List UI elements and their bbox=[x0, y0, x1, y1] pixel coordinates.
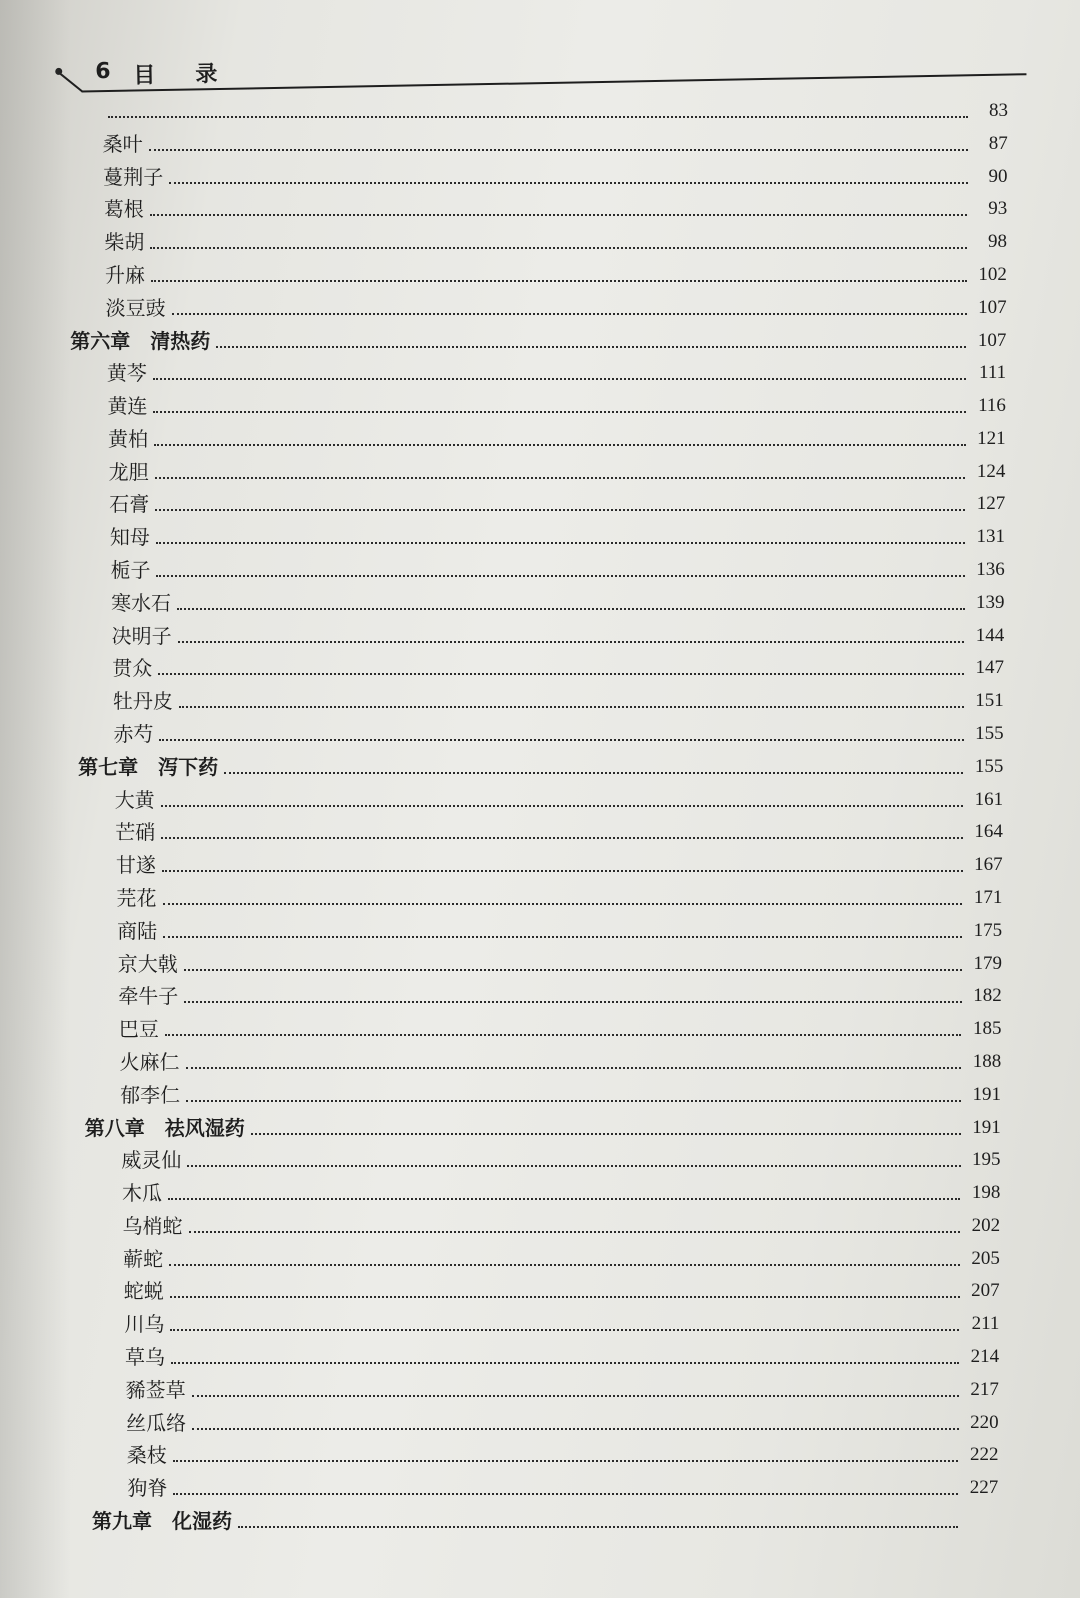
toc-entry-row bbox=[123, 1243, 1000, 1273]
toc-entry-row bbox=[112, 652, 1004, 682]
entry-title: 京大戟 bbox=[117, 951, 178, 976]
toc-entry-row bbox=[107, 390, 1005, 420]
toc-entry-row bbox=[120, 1079, 1001, 1109]
entry-page-number: 116 bbox=[978, 395, 1006, 417]
toc-entry-row bbox=[112, 620, 1005, 650]
entry-title: 寒水石 bbox=[111, 590, 172, 615]
entry-title: 郁李仁 bbox=[120, 1082, 181, 1107]
entry-page-number: 107 bbox=[977, 329, 1007, 351]
entry-title: 草乌 bbox=[124, 1345, 165, 1370]
toc-entry-row bbox=[115, 784, 1003, 814]
dot-leader bbox=[153, 378, 966, 380]
entry-title: 芒硝 bbox=[115, 820, 156, 845]
entry-title: 石膏 bbox=[109, 492, 150, 517]
dot-leader bbox=[165, 1034, 962, 1036]
entry-title: 知母 bbox=[109, 525, 150, 550]
entry-page-number: 217 bbox=[970, 1378, 999, 1400]
toc-entry-row bbox=[103, 161, 1007, 191]
entry-title: 乌梢蛇 bbox=[122, 1213, 183, 1238]
dot-leader bbox=[224, 772, 963, 774]
entry-title: 蛇蜕 bbox=[123, 1279, 164, 1304]
toc-entry-row bbox=[123, 1210, 1001, 1240]
entry-title: 牵牛子 bbox=[118, 984, 179, 1009]
dot-leader bbox=[150, 247, 967, 249]
dot-leader bbox=[156, 575, 964, 577]
entry-page-number: 121 bbox=[977, 427, 1006, 449]
entry-page-number: 155 bbox=[975, 723, 1004, 745]
toc-entry-row bbox=[111, 587, 1004, 617]
entry-page-number: 131 bbox=[976, 526, 1005, 548]
entry-page-number: 220 bbox=[970, 1411, 999, 1433]
entry-title: 巴豆 bbox=[118, 1017, 159, 1042]
entry-page-number: 127 bbox=[976, 493, 1006, 515]
entry-page-number: 102 bbox=[978, 263, 1007, 285]
entry-page-number: 195 bbox=[972, 1149, 1001, 1171]
entry-title: 威灵仙 bbox=[121, 1148, 182, 1173]
entry-page-number: 175 bbox=[973, 919, 1003, 941]
toc-entry-row bbox=[109, 488, 1005, 518]
entry-page-number: 211 bbox=[971, 1313, 1000, 1335]
toc-entry-row bbox=[109, 456, 1006, 486]
dot-leader bbox=[169, 182, 967, 184]
toc-entry-row bbox=[103, 128, 1008, 158]
toc-entry-row bbox=[127, 1472, 998, 1502]
toc-entry-row bbox=[113, 685, 1004, 715]
entry-page-number: 171 bbox=[973, 886, 1003, 908]
entry-page-number: 90 bbox=[988, 165, 1008, 187]
dot-leader bbox=[171, 1362, 959, 1364]
toc-entry-row bbox=[124, 1308, 999, 1338]
entry-page-number: 87 bbox=[988, 132, 1008, 154]
dot-leader bbox=[192, 1395, 959, 1397]
dot-leader bbox=[186, 1100, 961, 1102]
entry-title: 黄连 bbox=[107, 394, 148, 419]
entry-page-number: 147 bbox=[975, 657, 1005, 679]
toc-entry-row bbox=[126, 1374, 999, 1404]
toc-entry-row bbox=[118, 948, 1002, 978]
entry-page-number: 188 bbox=[972, 1050, 1002, 1072]
dot-leader bbox=[186, 1067, 962, 1069]
dot-leader bbox=[173, 1460, 959, 1462]
dot-leader bbox=[159, 739, 963, 741]
entry-page-number: 164 bbox=[974, 821, 1003, 843]
entry-title: 大黄 bbox=[114, 787, 155, 812]
entry-title: 龙胆 bbox=[108, 459, 149, 484]
entry-title: 川乌 bbox=[124, 1312, 165, 1337]
entry-page-number: 198 bbox=[971, 1182, 1001, 1204]
entry-page-number: 111 bbox=[979, 362, 1007, 384]
entry-page-number: 98 bbox=[988, 231, 1008, 253]
toc-entry-row bbox=[113, 718, 1003, 748]
toc-entry-row bbox=[117, 915, 1002, 945]
dot-leader bbox=[168, 1198, 960, 1200]
toc-entry-row bbox=[110, 554, 1004, 584]
entry-page-number: 155 bbox=[974, 755, 1004, 777]
entry-page-number: 136 bbox=[976, 559, 1005, 581]
entry-page-number: 205 bbox=[971, 1247, 1000, 1269]
toc-entry-row bbox=[126, 1407, 999, 1437]
dot-leader bbox=[177, 608, 964, 610]
chapter-title: 第九章 化湿药 bbox=[92, 1509, 232, 1533]
entry-title: 火麻仁 bbox=[119, 1049, 180, 1074]
dot-leader bbox=[189, 1231, 961, 1233]
dot-leader bbox=[161, 837, 963, 839]
entry-title: 赤芍 bbox=[113, 722, 154, 747]
dot-leader bbox=[216, 346, 966, 348]
dot-leader bbox=[178, 641, 965, 643]
entry-page-number: 144 bbox=[975, 624, 1005, 646]
entry-page-number: 191 bbox=[972, 1083, 1001, 1105]
dot-leader bbox=[170, 1296, 960, 1298]
toc-entry-row bbox=[102, 95, 1008, 125]
dot-leader bbox=[184, 969, 962, 971]
toc-entry-row bbox=[105, 259, 1007, 289]
entry-title: 葛根 bbox=[103, 197, 144, 222]
entry-title: 豨莶草 bbox=[125, 1377, 186, 1402]
toc-entry-row bbox=[124, 1275, 1000, 1305]
entry-page-number: 83 bbox=[989, 100, 1008, 121]
entry-title: 商陆 bbox=[117, 918, 158, 943]
entry-title: 决明子 bbox=[111, 623, 172, 648]
entry-page-number: 139 bbox=[976, 591, 1005, 613]
toc-entry-row bbox=[115, 816, 1003, 846]
dot-leader bbox=[170, 1329, 959, 1331]
entry-page-number: 191 bbox=[972, 1116, 1001, 1138]
dot-leader bbox=[150, 214, 967, 216]
entry-page-number: 222 bbox=[969, 1444, 999, 1466]
entry-page-number: 179 bbox=[973, 952, 1002, 974]
dot-leader bbox=[162, 870, 963, 872]
dot-leader bbox=[155, 477, 966, 479]
dot-leader bbox=[156, 542, 965, 544]
dot-leader bbox=[163, 936, 962, 938]
toc-chapter-row bbox=[78, 751, 1003, 781]
entry-page-number: 151 bbox=[975, 690, 1004, 712]
dot-leader bbox=[192, 1428, 959, 1430]
entry-page-number: 214 bbox=[970, 1346, 1000, 1368]
dot-leader bbox=[238, 1526, 958, 1528]
dot-leader bbox=[251, 1133, 961, 1135]
dot-leader bbox=[187, 1165, 960, 1167]
toc-entry-row bbox=[127, 1439, 999, 1469]
entry-page-number: 227 bbox=[969, 1477, 999, 1499]
chapter-title: 第六章 清热药 bbox=[70, 328, 211, 353]
entry-title: 桑枝 bbox=[126, 1443, 167, 1468]
toc-entry-row bbox=[125, 1341, 999, 1371]
entry-page-number: 93 bbox=[988, 198, 1008, 220]
entry-page-number: 161 bbox=[974, 788, 1004, 810]
entry-title: 桑叶 bbox=[102, 131, 143, 156]
entry-title: 木瓜 bbox=[121, 1181, 162, 1206]
entry-page-number: 124 bbox=[976, 460, 1006, 482]
entry-page-number: 182 bbox=[973, 985, 1002, 1007]
dot-leader bbox=[158, 673, 964, 675]
entry-title: 甘遂 bbox=[115, 853, 156, 878]
toc-entry-row bbox=[104, 226, 1007, 256]
toc-entry-row bbox=[121, 1144, 1000, 1174]
dot-leader bbox=[154, 444, 966, 446]
entry-title: 淡豆豉 bbox=[105, 295, 166, 320]
toc-entry-row bbox=[122, 1177, 1000, 1207]
dot-leader bbox=[155, 509, 965, 511]
dot-leader bbox=[163, 903, 963, 905]
entry-title: 芫花 bbox=[116, 885, 157, 910]
toc-entry-row bbox=[119, 1013, 1002, 1043]
toc-entry-row bbox=[118, 980, 1001, 1010]
dot-leader bbox=[161, 805, 963, 807]
toc-chapter-row bbox=[85, 1112, 1001, 1142]
toc-chapter-row bbox=[70, 325, 1006, 355]
entry-title: 黄柏 bbox=[108, 426, 149, 451]
toc-entry-row bbox=[117, 882, 1003, 912]
entry-page-number: 185 bbox=[972, 1018, 1002, 1040]
entry-title: 栀子 bbox=[110, 558, 151, 583]
dot-leader bbox=[151, 280, 967, 282]
dot-leader bbox=[169, 1264, 960, 1266]
entry-title: 牡丹皮 bbox=[112, 689, 173, 714]
toc-entry-row bbox=[116, 849, 1003, 879]
dot-leader bbox=[172, 313, 967, 315]
entry-title: 升麻 bbox=[105, 262, 146, 287]
toc-chapter-row bbox=[92, 1505, 998, 1535]
entry-page-number: 202 bbox=[971, 1214, 1001, 1236]
header-page-number: 6 bbox=[95, 58, 111, 85]
entry-page-number: 107 bbox=[978, 296, 1007, 318]
dot-leader bbox=[153, 411, 965, 413]
entry-title: 蔓荆子 bbox=[103, 164, 164, 189]
toc-entry-row bbox=[106, 292, 1007, 322]
toc-entry-row bbox=[104, 193, 1007, 223]
entry-title: 柴胡 bbox=[104, 230, 145, 255]
chapter-title: 第七章 泻下药 bbox=[78, 754, 219, 779]
dot-leader bbox=[108, 116, 968, 118]
entry-title: 丝瓜络 bbox=[126, 1410, 187, 1435]
entry-title: 黄芩 bbox=[106, 361, 147, 386]
entry-title: 贯众 bbox=[112, 656, 153, 681]
dot-leader bbox=[173, 1493, 958, 1495]
toc-entry-row bbox=[110, 521, 1005, 551]
entry-page-number: 167 bbox=[974, 854, 1003, 876]
toc-entry-row bbox=[108, 423, 1006, 453]
dot-leader bbox=[179, 706, 964, 708]
dot-leader bbox=[149, 149, 968, 151]
entry-title: 蕲蛇 bbox=[123, 1246, 164, 1271]
chapter-title: 第八章 祛风湿药 bbox=[84, 1115, 245, 1140]
dot-leader bbox=[184, 1001, 961, 1003]
entry-page-number: 207 bbox=[971, 1280, 1000, 1302]
toc-entry-row bbox=[107, 357, 1006, 387]
toc-entry-row bbox=[120, 1046, 1002, 1076]
entry-title: 狗脊 bbox=[127, 1476, 168, 1501]
header-title: 目录 bbox=[133, 61, 258, 89]
